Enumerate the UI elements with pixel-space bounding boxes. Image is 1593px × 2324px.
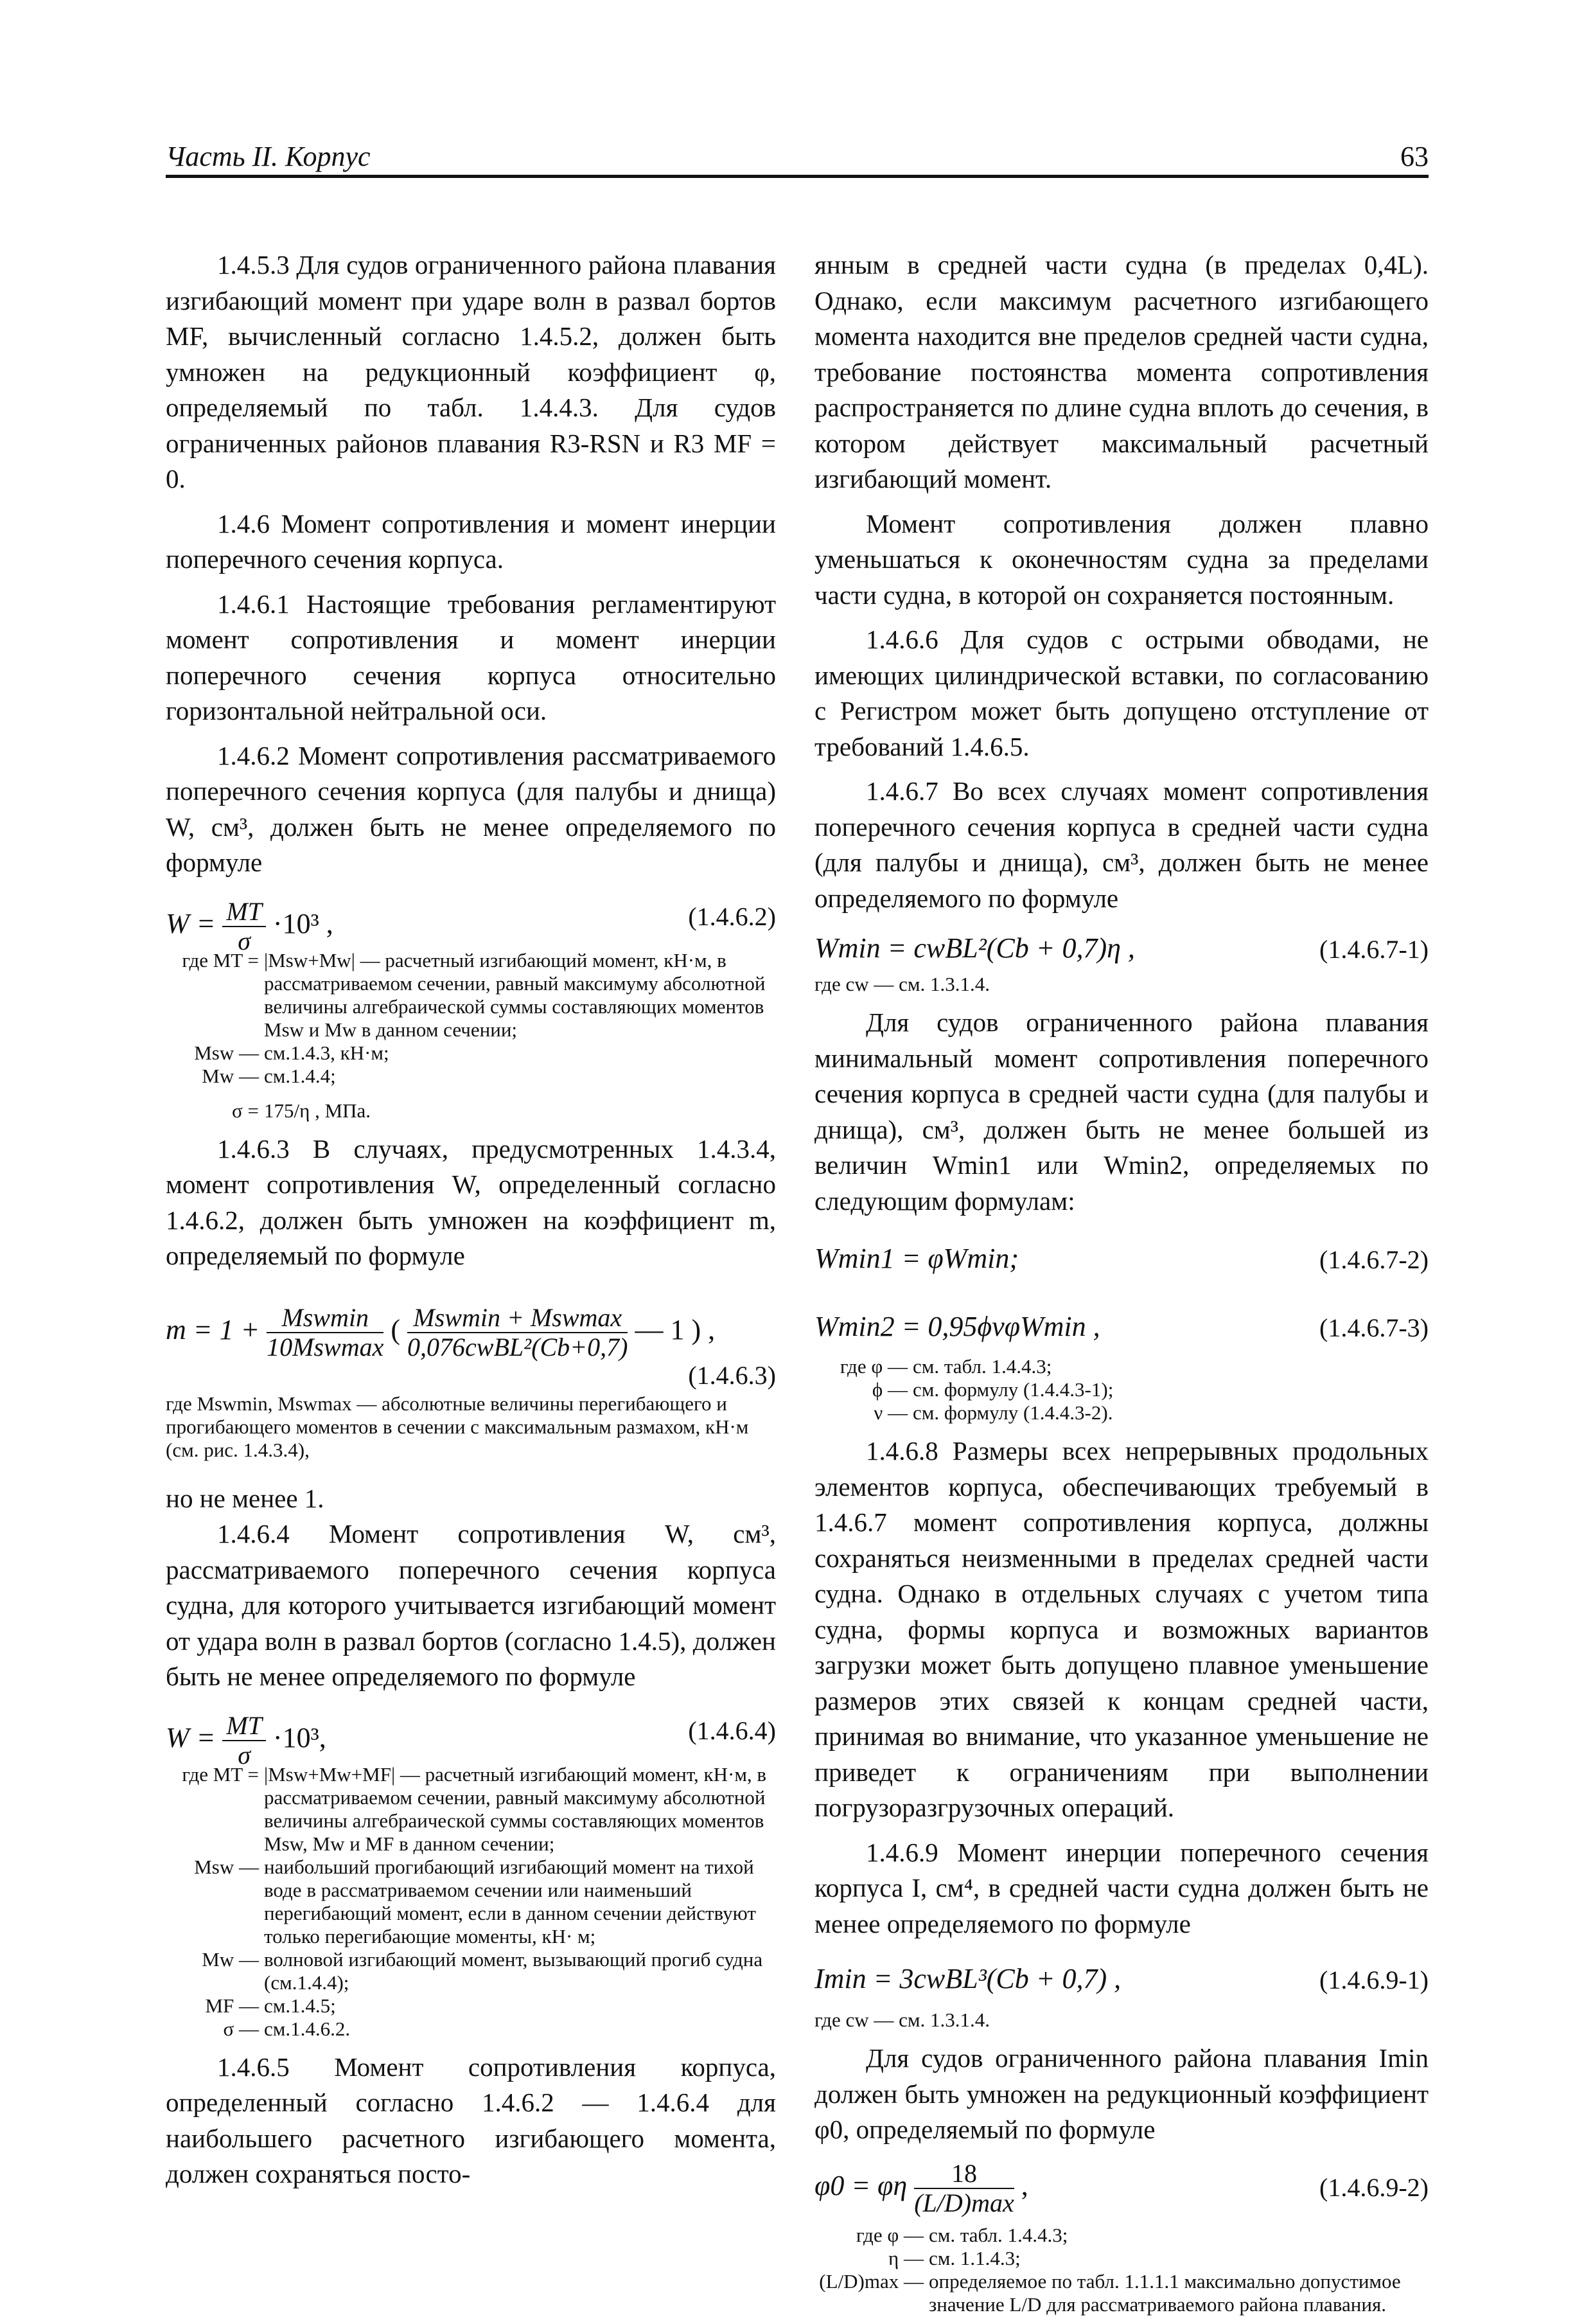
where-key: σ = <box>232 1099 259 1122</box>
where-key: где MT = <box>182 1762 259 1786</box>
where-block-1-4-6-4 <box>166 1763 776 2041</box>
where-row <box>814 2247 1429 2270</box>
paragraph-1-4-6-4: 1.4.6.4 Момент сопротивления W, см³, рассматриваемого поперечного сечения корпуса судна, для которого учитывается изгибающий момент от удара волн в развал бортов (согласно 1.4.5), должен быть не менее определяемого по формуле <box>166 1519 776 1691</box>
paragraph-1-4-6-2: 1.4.6.2 Момент сопротивления рассматриваемого поперечного сечения корпуса (для палубы и днища) W, см³, должен быть не менее определяемого по формуле <box>166 740 776 877</box>
where-value: см.1.4.3, кН·м; <box>264 1041 389 1064</box>
where-row <box>166 1763 776 1856</box>
formula-number: (1.4.6.9-1) <box>1319 1965 1429 1994</box>
where-value: определяемое по табл. 1.1.1.1 максимально допустимое значение L/D для рассматриваемого района плавания. <box>929 2269 1401 2316</box>
where-row <box>166 1994 776 2018</box>
paragraph-continuation: янным в средней части судна (в пределах 0,4L). Однако, если максимум расчетного изгибающего момента находится вне пределов средней части судна, требование постоянства момента сопротивления распространяется по длине судна вплоть до сечения, в котором действует максимальный расчетный изгибающий момент. <box>814 250 1429 493</box>
where-key: σ — <box>223 2017 259 2040</box>
formula-number: (1.4.6.7-2) <box>1319 1245 1429 1274</box>
header-title: Часть II. Корпус <box>166 141 371 172</box>
right-column <box>814 247 1429 2324</box>
where-value: см.1.4.4; <box>264 1064 336 1087</box>
formula-fraction-1 <box>267 1304 383 1362</box>
where-block-1-4-6-7-3 <box>814 1355 1429 1424</box>
where-text: где Mswmin, Mswmax — абсолютные величины перегибающего и прогибающего моментов в сечении с максимальным размахом, кН·м (см. рис. 1.4.3.4), <box>166 1392 749 1461</box>
formula-lhs: W = <box>166 907 216 939</box>
where-row <box>166 949 776 1042</box>
formula-fraction <box>222 1712 266 1770</box>
where-row <box>814 1355 1429 1378</box>
where-row <box>814 2224 1429 2247</box>
formula-1-4-6-4 <box>166 1703 776 1770</box>
where-row <box>814 1378 1429 1401</box>
where-row <box>814 1401 1429 1424</box>
where-value: см.1.4.5; <box>264 1994 336 2017</box>
section-heading-1-4-6: 1.4.6 Момент сопротивления и момент инерции поперечного сечения корпуса. <box>166 508 776 574</box>
where-row <box>166 1099 776 1122</box>
formula-1-4-6-7-3 <box>814 1296 1429 1354</box>
where-key: MF — <box>205 1994 259 2017</box>
formula-tail: , <box>1021 2169 1028 2201</box>
formula-fraction <box>914 2160 1014 2217</box>
formula-text: Wmin2 = 0,95ϕνφWmin , <box>814 1311 1100 1342</box>
where-text: где cw — см. 1.3.1.4. <box>814 973 990 995</box>
formula-lhs: W = <box>166 1721 216 1753</box>
where-value: см.1.4.6.2. <box>264 2017 351 2040</box>
formula-1-4-6-9-1 <box>814 1949 1429 2007</box>
where-block-1-4-6-2 <box>166 949 776 1122</box>
fraction-denominator: (L/D)max <box>914 2188 1014 2217</box>
formula-1-4-6-2 <box>166 889 776 955</box>
formula-fraction <box>222 898 266 955</box>
where-block-1-4-6-9-2 <box>814 2224 1429 2316</box>
where-row <box>166 1948 776 1994</box>
paragraph-imin-reduction: Для судов ограниченного района плавания Imin должен быть умножен на редукционный коэффициент φ0, определяемый по формуле <box>814 2043 1429 2144</box>
paragraph-smooth-decrease: Момент сопротивления должен плавно уменьшаться к оконечностям судна за пределами части судна, в которой он сохраняется постоянным. <box>814 508 1429 610</box>
paragraph-1-4-6-3: 1.4.6.3 В случаях, предусмотренных 1.4.3.4, момент сопротивления W, определенный согласно 1.4.6.2, должен быть умножен на коэффициент m, определяемый по формуле <box>166 1133 776 1270</box>
formula-text: Wmin1 = φWmin; <box>814 1243 1019 1274</box>
where-value: наибольший прогибающий изгибающий момент на тихой воде в рассматриваемом сечении или наименьший перегибающий момент, если в данном сечении действуют только перегибающие моменты, кН· м; <box>264 1855 756 1947</box>
paragraph-limited-navigation: Для судов ограниченного района плавания минимальный момент сопротивления поперечного сечения корпуса в средней части судна (для палубы и днища), см³, должен быть не менее большей из величин Wmin1 или Wmin2, определяемых по следующим формулам: <box>814 1007 1429 1216</box>
formula-number: (1.4.6.2) <box>688 901 776 931</box>
formula-1-4-6-7-1 <box>814 924 1429 971</box>
formula-number: (1.4.6.7-3) <box>1319 1313 1429 1342</box>
fraction-denominator: 0,076cwBL²(Cb+0,7) <box>407 1332 628 1362</box>
formula-1-4-6-7-2 <box>814 1227 1429 1288</box>
paragraph-not-less: но не менее 1. <box>166 1483 324 1513</box>
paragraph-1-4-6-1: 1.4.6.1 Настоящие требования регламентируют момент сопротивления и момент инерции поперечного сечения корпуса относительно горизонтальной нейтральной оси. <box>166 589 776 725</box>
where-value: см. 1.1.4.3; <box>929 2246 1021 2269</box>
fraction-numerator: Mswmin <box>267 1304 383 1333</box>
where-key: η — <box>888 2246 924 2269</box>
where-key: Mw — <box>202 1947 259 1971</box>
formula-number: (1.4.6.4) <box>688 1716 776 1745</box>
where-row <box>166 1042 776 1065</box>
where-value: 175/η , МПа. <box>264 1099 371 1122</box>
where-block-1-4-6-9-1 <box>814 2009 1429 2032</box>
fraction-numerator: 18 <box>914 2160 1014 2189</box>
formula-1-4-6-9-2 <box>814 2156 1429 2222</box>
where-block-1-4-6-7-1 <box>814 973 1429 996</box>
where-value: см. табл. 1.4.4.3; <box>929 2223 1068 2246</box>
paragraph-1-4-5-3: 1.4.5.3 Для судов ограниченного района плавания изгибающий момент при ударе волн в развал бортов MF, вычисленный согласно 1.4.5.2, должен быть умножен на редукционный коэффициент φ, определяемый по табл. 1.4.4.3. Для судов ограниченных районов плавания R3-RSN и R3 MF = 0. <box>166 250 776 493</box>
formula-tail: — 1 ) , <box>635 1313 716 1345</box>
fraction-numerator: MT <box>222 1712 266 1741</box>
formula-text: Wmin = cwBL²(Cb + 0,7)η , <box>814 932 1135 964</box>
where-text: где cw — см. 1.3.1.4. <box>814 2009 990 2031</box>
where-row <box>166 1065 776 1088</box>
formula-text: Imin = 3cwBL³(Cb + 0,7) , <box>814 1963 1122 1994</box>
page-number: 63 <box>1400 141 1429 172</box>
fraction-numerator: MT <box>222 898 266 927</box>
formula-lhs: m = 1 + <box>166 1313 260 1345</box>
running-header <box>166 140 1429 176</box>
where-value: |Msw+Mw| — расчетный изгибающий момент, кН·м, в рассматриваемом сечении, равный максимуму абсолютной величины алгебраической суммы составляющих моментов Msw и Mw в данном сечении; <box>264 948 766 1041</box>
formula-tail: ·10³, <box>272 1721 326 1753</box>
paragraph-1-4-6-5: 1.4.6.5 Момент сопротивления корпуса, определенный согласно 1.4.6.2 — 1.4.6.4 для наибольшего расчетного изгибающего момента, должен сохраняться посто- <box>166 2052 776 2188</box>
where-value: волновой изгибающий момент, вызывающий прогиб судна (см.1.4.4); <box>264 1947 763 1994</box>
where-key: Msw — <box>194 1855 259 1878</box>
header-rule <box>166 175 1429 178</box>
where-key: где φ — <box>840 1355 908 1378</box>
where-value: см. формулу (1.4.4.3-2). <box>913 1401 1113 1424</box>
where-value: |Msw+Mw+MF| — расчетный изгибающий момент, кН·м, в рассматриваемом сечении, равный максимуму абсолютной величины алгебраической суммы составляющих моментов Msw, Mw и MF в данном сечении; <box>264 1762 767 1855</box>
paragraph-1-4-6-6: 1.4.6.6 Для судов с острыми обводами, не имеющих цилиндрической вставки, по согласованию с Регистром может быть допущено отступление от требований 1.4.6.5. <box>814 625 1429 761</box>
left-column <box>166 247 776 2192</box>
where-value: см. формулу (1.4.4.3-1); <box>913 1378 1114 1401</box>
where-key: ν — <box>874 1401 908 1424</box>
fraction-denominator: σ <box>238 926 251 955</box>
where-value: см. табл. 1.4.4.3; <box>913 1355 1052 1378</box>
where-row <box>166 1856 776 1948</box>
where-key: где φ — <box>856 2223 924 2246</box>
where-key: Mw — <box>202 1064 259 1087</box>
formula-number: (1.4.6.9-2) <box>1319 2172 1429 2202</box>
fraction-denominator: 10Mswmax <box>267 1332 384 1362</box>
where-row <box>814 2270 1429 2316</box>
formula-number: (1.4.6.3) <box>688 1360 776 1390</box>
paragraph-1-4-6-8: 1.4.6.8 Размеры всех непрерывных продольных элементов корпуса, обеспечивающих требуемый в 1.4.6.7 момент сопротивления корпуса, должны сохраняться неизменными в пределах средней части судна. Однако в отдельных случаях с учетом типа судна, формы корпуса и возможных вариантов загрузки может быть допущено плавное уменьшение размеров этих связей к концам средней части, принимая во внимание, что указанное уменьшение не приведет к ограничениям при выполнении погрузоразгрузочных операций. <box>814 1436 1429 1822</box>
where-key: (L/D)max — <box>819 2269 924 2293</box>
formula-fraction-2 <box>407 1304 628 1362</box>
paragraph-1-4-6-9: 1.4.6.9 Момент инерции поперечного сечения корпуса I, см⁴, в средней части судна должен быть не менее определяемого по формуле <box>814 1837 1429 1938</box>
fraction-denominator: σ <box>238 1740 251 1770</box>
paragraph-1-4-6-7: 1.4.6.7 Во всех случаях момент сопротивления поперечного сечения корпуса в средней части судна (для палубы и днища), см³, должен быть не менее определяемого по формуле <box>814 776 1429 913</box>
where-block-1-4-6-3 <box>166 1392 776 1462</box>
formula-tail: ·10³ , <box>272 907 333 939</box>
where-row <box>166 2018 776 2041</box>
fraction-numerator: Mswmin + Mswmax <box>407 1304 628 1333</box>
formula-lhs: φ0 = φη <box>814 2169 908 2201</box>
where-key: ϕ — <box>872 1378 908 1401</box>
formula-1-4-6-3: m = 1 + $\frac{\text{Mswmin}}{\text{10Mswmax}}$ ( $\frac{\text{Mswmin + Mswmax}}{\text{0,076cwBL²(Cb+0,7)}}$ — 1 ) , (1.4.6.3) <box>166 1282 776 1391</box>
where-key: Msw — <box>194 1041 259 1064</box>
formula-number: (1.4.6.7-1) <box>1319 935 1429 964</box>
where-key: где MT = <box>182 948 259 971</box>
